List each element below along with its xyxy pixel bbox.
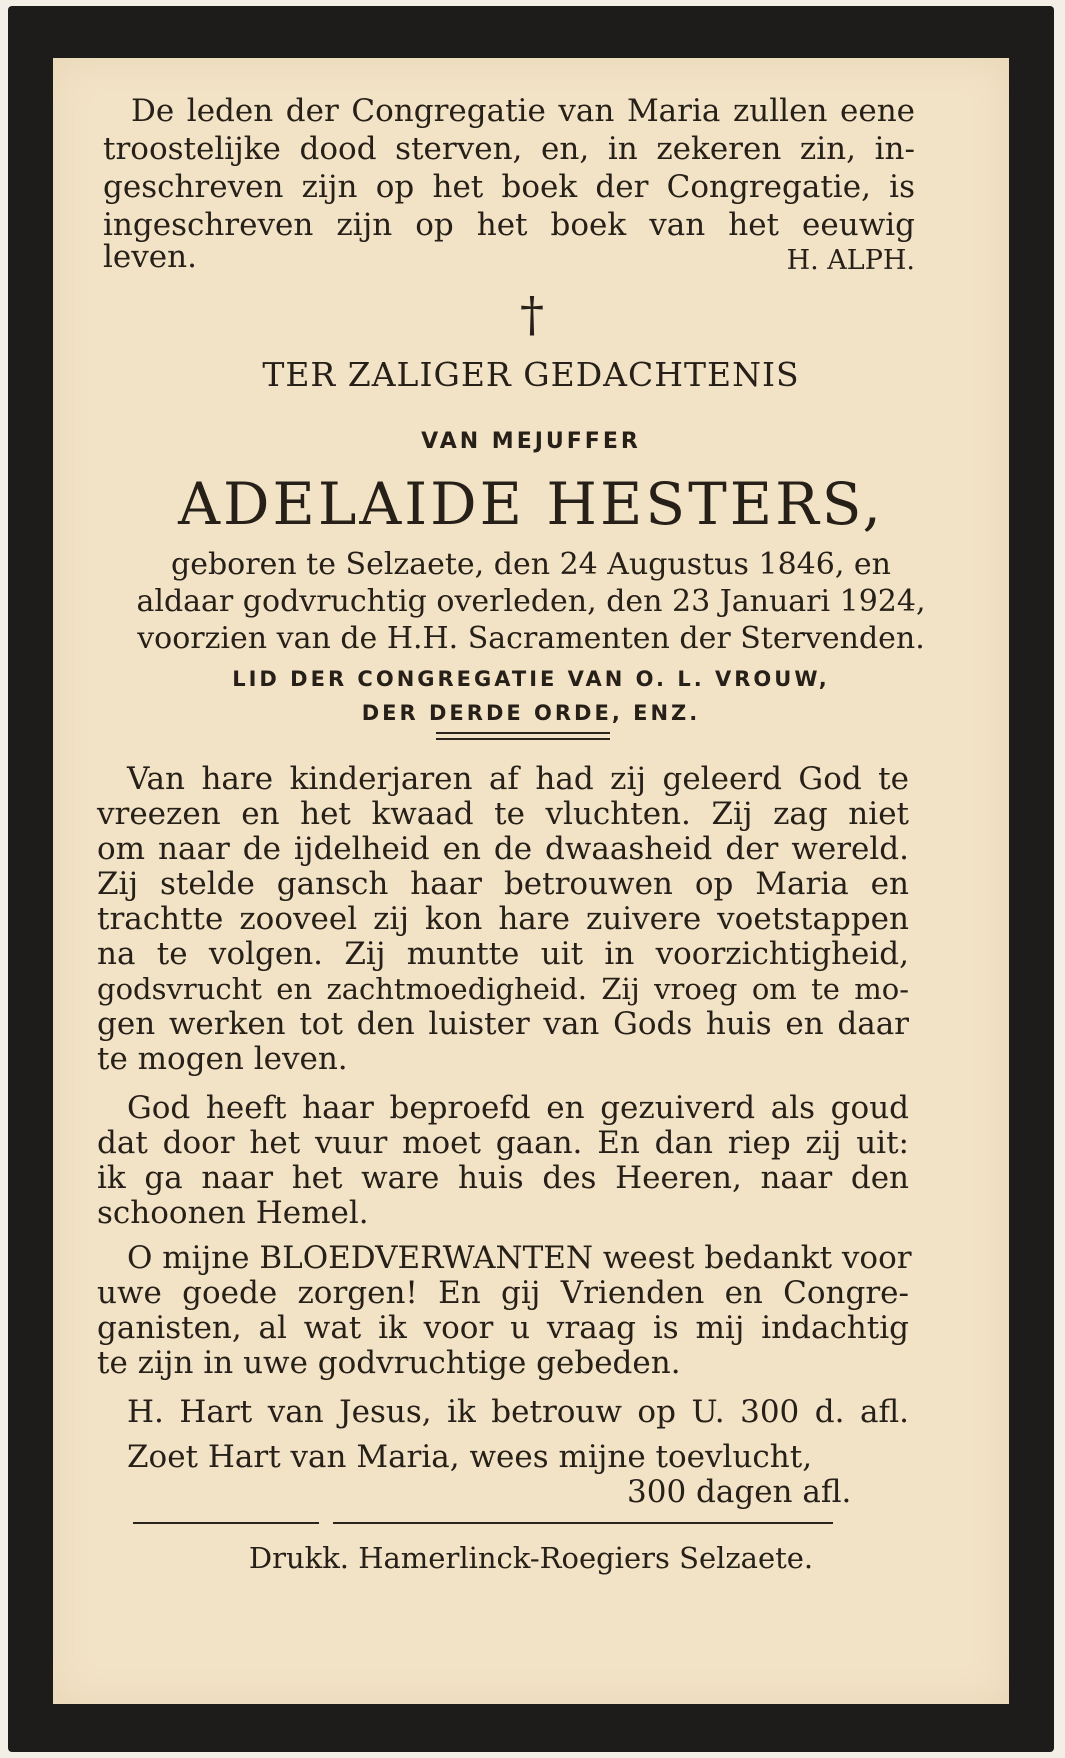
deceased-name: ADELAIDE HESTERS, xyxy=(178,470,884,538)
quote-attribution: H. ALPH. xyxy=(786,245,915,276)
text-line: ik ga naar het ware huis des Heeren, naar den xyxy=(97,1160,909,1196)
text-line: dat door het vuur moet gaan. En dan riep zij uit: xyxy=(97,1125,909,1161)
prayer-line: H. Hart van Jesus, ik betrouw op U. 300 d. afl. xyxy=(127,1394,909,1430)
membership-line: DER DERDE ORDE, ENZ. xyxy=(361,701,701,725)
sacraments-line: voorzien van de H.H. Sacramenten der Stervenden. xyxy=(137,621,925,656)
quote-line: De leden der Congregatie van Maria zullen eene xyxy=(131,93,915,129)
divider xyxy=(436,732,610,734)
text-line: gen werken tot den luister van Gods huis en daar xyxy=(97,1006,909,1042)
text-line: schoonen Hemel. xyxy=(97,1195,369,1231)
divider xyxy=(436,738,610,740)
memorial-subheading: VAN MEJUFFER xyxy=(421,429,641,454)
text-line: om naar de ijdelheid en de dwaasheid der wereld. xyxy=(97,831,909,867)
quote-line: leven. xyxy=(103,239,197,275)
text-line: na te volgen. Zij muntte uit in voorzichtigheid, xyxy=(97,936,909,972)
text-line: te zijn in uwe godvruchtige gebeden. xyxy=(97,1345,681,1381)
cross-icon: † xyxy=(520,287,544,343)
divider xyxy=(333,1522,833,1524)
text-line: God heeft haar beproefd en gezuiverd als goud xyxy=(127,1090,909,1126)
divider xyxy=(133,1522,319,1524)
text-line: te mogen leven. xyxy=(97,1041,348,1077)
card-paper xyxy=(53,58,1009,1704)
quote-line: geschreven zijn op het boek der Congregatie, is xyxy=(103,169,915,205)
memorial-heading: TER ZALIGER GEDACHTENIS xyxy=(262,355,800,394)
birth-line: geboren te Selzaete, den 24 Augustus 1846, en xyxy=(171,547,891,582)
text-line: godsvrucht en zachtmoedigheid. Zij vroeg om te mo- xyxy=(97,972,909,1006)
text-line: Zij stelde gansch haar betrouwen op Maria en xyxy=(97,866,909,902)
text-line: uwe goede zorgen! En gij Vrienden en Congre- xyxy=(97,1275,909,1311)
death-line: aldaar godvruchtig overleden, den 23 Januari 1924, xyxy=(136,584,926,619)
text-line: ganisten, al wat ik voor u vraag is mij indachtig xyxy=(97,1310,909,1346)
membership-line: LID DER CONGREGATIE VAN O. L. VROUW, xyxy=(232,667,830,691)
text-line: trachtte zooveel zij kon hare zuivere voetstappen xyxy=(97,901,909,937)
prayer-line: 300 dagen afl. xyxy=(627,1474,852,1510)
memorial-card xyxy=(8,6,1054,1752)
prayer-line: Zoet Hart van Maria, wees mijne toevlucht, xyxy=(127,1439,813,1475)
printer-imprint: Drukk. Hamerlinck-Roegiers Selzaete. xyxy=(248,1541,814,1575)
quote-line: troostelijke dood sterven, en, in zekeren zin, in- xyxy=(103,131,915,167)
text-line: O mijne BLOEDVERWANTEN weest bedankt voor xyxy=(127,1240,912,1276)
text-line: Van hare kinderjaren af had zij geleerd God te xyxy=(127,761,909,797)
quote-line: ingeschreven zijn op het boek van het eeuwig xyxy=(103,207,915,243)
text-line: vreezen en het kwaad te vluchten. Zij zag niet xyxy=(97,796,909,832)
